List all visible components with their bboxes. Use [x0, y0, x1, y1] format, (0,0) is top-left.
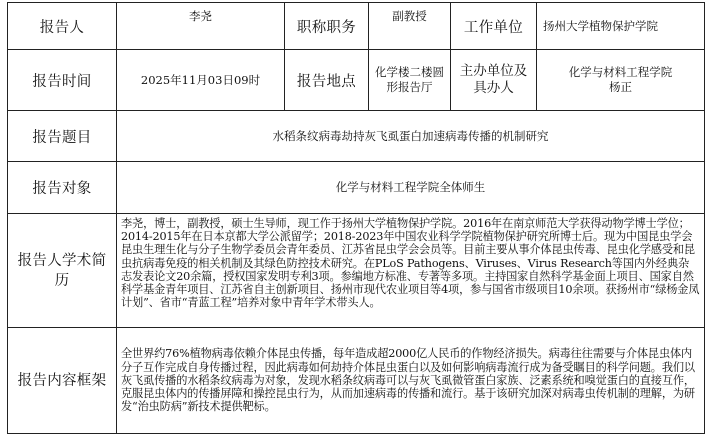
reporter-value: 李尧 — [117, 3, 285, 50]
topic-value: 水稻条纹病毒劫持灰飞虱蛋白加速病毒传播的机制研究 — [117, 111, 705, 162]
report-info-table — [7, 2, 705, 434]
host-value: 化学与材料工程学院 杨正 — [537, 50, 705, 111]
row-reporter — [8, 3, 705, 50]
time-value: 2025年11月03日09时 — [117, 50, 285, 111]
row-bio — [8, 214, 705, 328]
host-label: 主办单位及具办人 — [451, 50, 537, 111]
row-abstract — [8, 328, 705, 434]
abstract-value: 全世界约76%植物病毒依赖介体昆虫传播，每年造成超2000亿人民币的作物经济损失。病毒往往需要与介体昆虫体内分子互作完成自身传播过程，因此病毒如何劫持介体昆虫蛋白以及如何影响病毒流行成为备受瞩目的科学问题。我们以灰飞虱传播的水稻条纹病毒为对象，发现水稻条纹病毒可以与灰飞虱微管蛋白家族、泛素系统和嗅觉蛋白的直接互作，克服昆虫体内的传播屏障和操控昆虫行为，从而加速病毒的传播和流行。基于该研究加深对病毒虫传机制的理解，为研发“治虫防病”新技术提供靶标。 — [117, 328, 705, 434]
time-label: 报告时间 — [8, 50, 117, 111]
bio-value: 李尧，博士，副教授，硕士生导师，现工作于扬州大学植物保护学院。2016年在南京师范大学获得动物学博士学位；2014-2015年在日本京都大学公派留学；2018-2023年中国农业科学学院植物保护研究所博士后。现为中国昆虫学会昆虫生理生化与分子生物学委员会青年委员、江苏省昆虫学会会员等。目前主要从事介体昆虫传毒、昆虫化学感受和昆虫抗病毒免疫的相关机制及其绿色防控技术研究。在PLoS Pathogens、Viruses、Virus Research等国内外经典杂志发表论文20余篇，授权国家发明专利3项。参编地方标准、专著等多项。主持国家自然科学基金面上项目、国家自然科学基金青年项目、江苏省自主创新项目、扬州市现代农业项目等4项，参与国省市级项目10余项。获扬州市“绿杨金凤计划”、省市“青蓝工程”培养对象中青年学术带头人。 — [117, 214, 705, 328]
bio-label: 报告人学术简历 — [8, 214, 117, 328]
place-label: 报告地点 — [285, 50, 369, 111]
title-label: 职称职务 — [285, 3, 369, 50]
abstract-label: 报告内容框架 — [8, 328, 117, 434]
unit-label: 工作单位 — [451, 3, 537, 50]
place-value: 化学楼二楼圆形报告厅 — [369, 50, 451, 111]
topic-label: 报告题目 — [8, 111, 117, 162]
audience-value: 化学与材料工程学院全体师生 — [117, 162, 705, 214]
unit-value: 扬州大学植物保护学院 — [537, 3, 705, 50]
row-time — [8, 50, 705, 111]
row-topic — [8, 111, 705, 162]
row-audience — [8, 162, 705, 214]
title-value: 副教授 — [369, 3, 451, 50]
audience-label: 报告对象 — [8, 162, 117, 214]
reporter-label: 报告人 — [8, 3, 117, 50]
